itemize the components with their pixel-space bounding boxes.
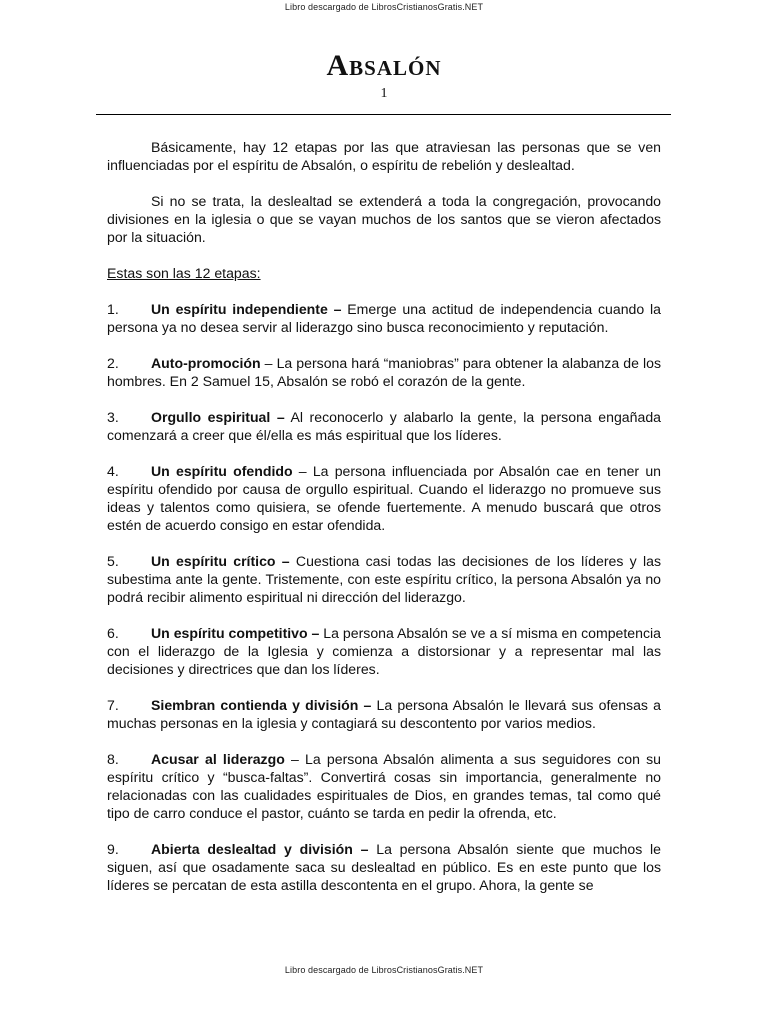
stage-item: [107, 408, 661, 444]
chapter-title: Absalón: [326, 49, 442, 82]
document-body: [107, 138, 661, 912]
page-number: 1: [380, 86, 388, 101]
stage-text: Al reconocerlo y alabarlo la gente, la persona engañada comenzará a creer que él/ella es más espiritual que los líderes.: [107, 409, 661, 443]
stage-text: Cuestiona casi todas las decisiones de los líderes y las subestima ante la gente. Tristemente, con este espíritu crítico, la persona Absalón ya no podrá recibir alimento espiritual ni dirección del liderazgo.: [107, 553, 661, 605]
stage-number: 2.: [107, 355, 119, 371]
stage-number: 4.: [107, 463, 119, 479]
stage-text: – La persona hará “maniobras” para obtener la alabanza de los hombres. En 2 Samuel 15, Absalón se robó el corazón de la gente.: [107, 355, 661, 389]
stage-heading: Un espíritu independiente –: [151, 301, 342, 317]
stage-number: 7.: [107, 697, 119, 713]
stage-heading: Siembran contienda y división –: [151, 697, 372, 713]
stage-item: [107, 840, 661, 894]
stage-item: [107, 552, 661, 606]
stage-text: – La persona influenciada por Absalón cae en tener un espíritu ofendido por causa de orgullo espiritual. Cuando el liderazgo no promueve sus ideas y talentos como quisiera, se ofende fuertemente. A menudo buscará que otros estén de acuerdo consigo en estar ofendida.: [107, 463, 661, 533]
stage-number: 1.: [107, 301, 119, 317]
stage-item: [107, 696, 661, 732]
stage-text: Emerge una actitud de independencia cuando la persona ya no desea servir al liderazgo sino busca reconocimiento y reputación.: [107, 301, 661, 335]
stage-item: [107, 300, 661, 336]
stage-text: La persona Absalón se ve a sí misma en competencia con el liderazgo de la Iglesia y comienza a distorsionar y a representar mal las decisiones y directrices que dan los líderes.: [107, 625, 662, 677]
stage-text: – La persona Absalón alimenta a sus seguidores con su espíritu crítico y “busca-faltas”. Convertirá cosas sin importancia, generalmente no relacionadas con las cualidades espirituales de Dios, en grandes temas, tal como qué tipo de carro conduce el pastor, cuánto se tarda en pedir la ofrenda, etc.: [107, 751, 661, 821]
stage-number: 6.: [107, 625, 119, 641]
stage-heading: Un espíritu competitivo –: [151, 625, 320, 641]
stage-heading: Un espíritu ofendido: [151, 463, 293, 479]
stage-text: La persona Absalón siente que muchos le siguen, así que osadamente saca su deslealtad en público. Es en este punto que los líderes se percatan de esta astilla descontenta en el grupo. Ahora, la gente se: [107, 841, 661, 893]
stage-heading: Abierta deslealtad y división –: [151, 841, 369, 857]
stage-number: 3.: [107, 409, 119, 425]
intro-paragraph: Básicamente, hay 12 etapas por las que atraviesan las personas que se ven influenciadas por el espíritu de Absalón, o espíritu de rebelión y deslealtad.: [107, 139, 661, 173]
stage-item: [107, 354, 661, 390]
stage-heading: Acusar al liderazgo: [151, 751, 285, 767]
stage-item: [107, 750, 661, 822]
stage-item: [107, 462, 661, 534]
stages-subheading: Estas son las 12 etapas:: [107, 265, 261, 281]
stage-number: 9.: [107, 841, 119, 857]
stage-item: [107, 624, 661, 678]
stage-number: 5.: [107, 553, 119, 569]
download-source-header: Libro descargado de LibrosCristianosGratis.NET: [284, 2, 484, 12]
download-source-footer: Libro descargado de LibrosCristianosGratis.NET: [284, 965, 484, 975]
intro-paragraph: Si no se trata, la deslealtad se extenderá a toda la congregación, provocando divisiones en la iglesia o que se vayan muchos de los santos que se vieron afectados por la situación.: [107, 193, 661, 245]
stage-text: La persona Absalón le llevará sus ofensas a muchas personas en la iglesia y contagiará su descontento por varios medios.: [107, 697, 661, 731]
stage-heading: Un espíritu crítico –: [151, 553, 290, 569]
stage-number: 8.: [107, 751, 119, 767]
stage-heading: Orgullo espiritual –: [151, 409, 285, 425]
title-divider: [96, 114, 671, 115]
stage-heading: Auto-promoción: [151, 355, 261, 371]
